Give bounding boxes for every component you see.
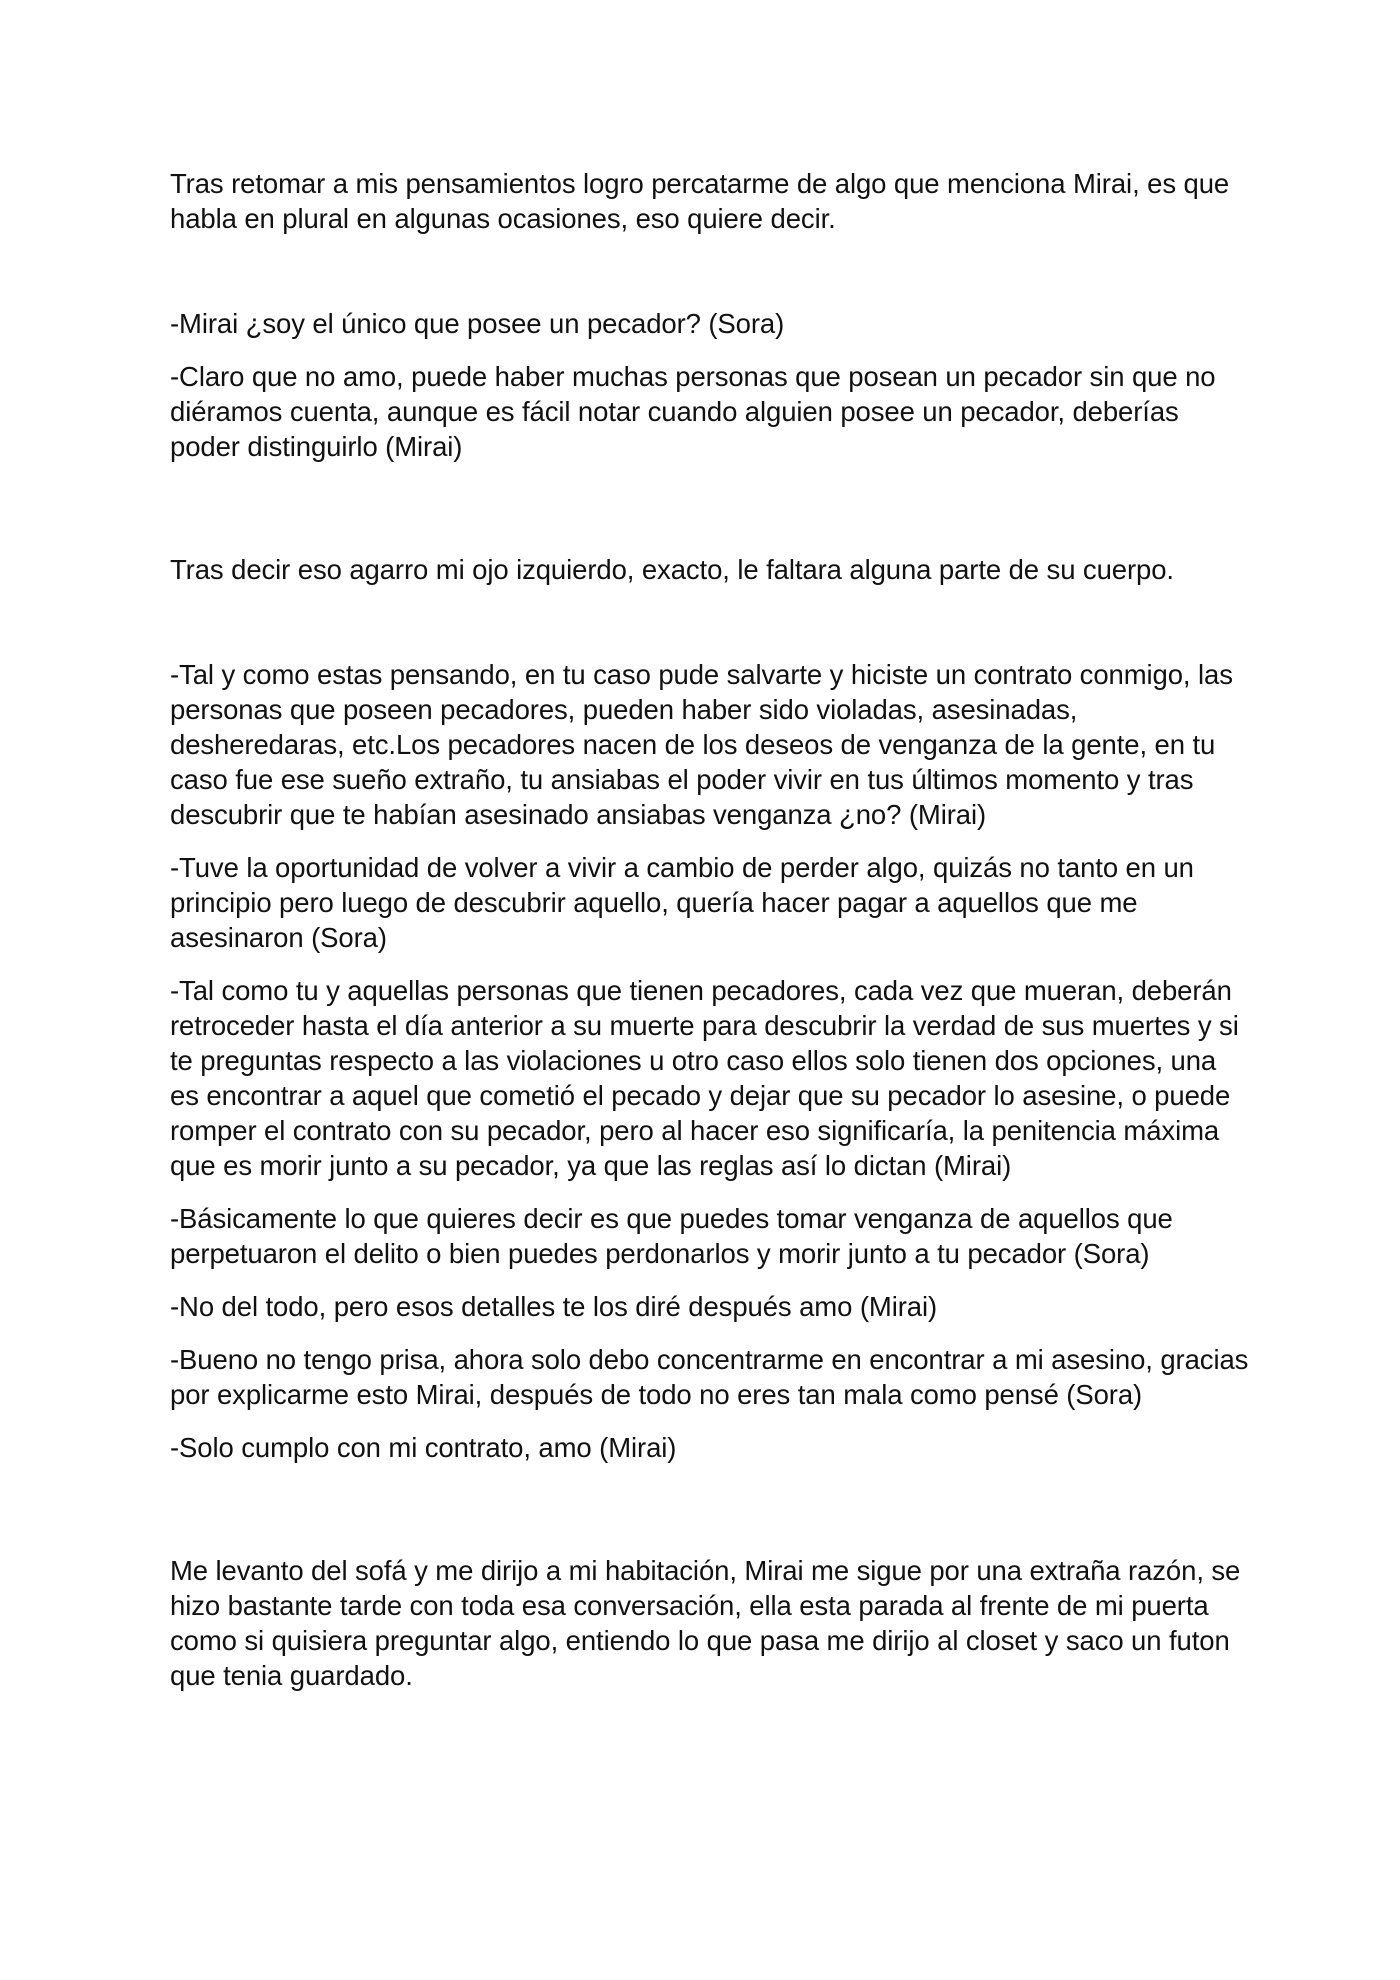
document-page: [170, 166, 1250, 1693]
dialogue-line-sora: -Tuve la oportunidad de volver a vivir a cambio de perder algo, quizás no tanto en un principio pero luego de descubrir aquello, quería hacer pagar a aquellos que me asesinaron (Sora): [170, 852, 1194, 953]
dialogue-line-sora: -Bueno no tengo prisa, ahora solo debo concentrarme en encontrar a mi asesino, gracias por explicarme esto Mirai, después de todo no eres tan mala como pensé (Sora): [170, 1344, 1249, 1410]
dialogue-line-sora: -Básicamente lo que quieres decir es que puedes tomar venganza de aquellos que perpetuaron el delito o bien puedes perdonarlos y morir junto a tu pecador (Sora): [170, 1203, 1173, 1269]
dialogue-line-mirai: -Claro que no amo, puede haber muchas personas que posean un pecador sin que no diéramos cuenta, aunque es fácil notar cuando alguien posee un pecador, deberías poder distinguirlo (Mirai): [170, 361, 1216, 462]
dialogue-line-mirai: -Tal y como estas pensando, en tu caso pude salvarte y hiciste un contrato conmigo, las personas que poseen pecadores, pueden haber sido violadas, asesinadas, desheredaras, etc.Los pecadores nacen de los deseos de venganza de la gente, en tu caso fue ese sueño extraño, tu ansiabas el poder vivir en tus últimos momento y tras descubrir que te habían asesinado ansiabas venganza ¿no? (Mirai): [170, 659, 1233, 830]
dialogue-line-mirai: -Solo cumplo con mi contrato, amo (Mirai): [170, 1432, 677, 1463]
dialogue-line-mirai: -Tal como tu y aquellas personas que tienen pecadores, cada vez que mueran, deberán retroceder hasta el día anterior a su muerte para descubrir la verdad de sus muertes y si te preguntas respecto a las violaciones u otro caso ellos solo tienen dos opciones, una es encontrar a aquel que cometió el pecado y dejar que su pecador lo asesine, o puede romper el contrato con su pecador, pero al hacer eso significaría, la penitencia máxima que es morir junto a su pecador, ya que las reglas así lo dictan (Mirai): [170, 975, 1239, 1181]
narration-paragraph: Me levanto del sofá y me dirijo a mi habitación, Mirai me sigue por una extraña razón, se hizo bastante tarde con toda esa conversación, ella esta parada al frente de mi puerta como si quisiera preguntar algo, entiendo lo que pasa me dirijo al closet y saco un futon que tenia guardado.: [170, 1555, 1241, 1691]
dialogue-line-sora: -Mirai ¿soy el único que posee un pecador? (Sora): [170, 308, 785, 339]
narration-paragraph: Tras decir eso agarro mi ojo izquierdo, exacto, le faltara alguna parte de su cuerpo.: [170, 554, 1174, 585]
dialogue-line-mirai: -No del todo, pero esos detalles te los diré después amo (Mirai): [170, 1291, 938, 1322]
narration-paragraph: Tras retomar a mis pensamientos logro percatarme de algo que menciona Mirai, es que habla en plural en algunas ocasiones, eso quiere decir.: [170, 168, 1230, 234]
